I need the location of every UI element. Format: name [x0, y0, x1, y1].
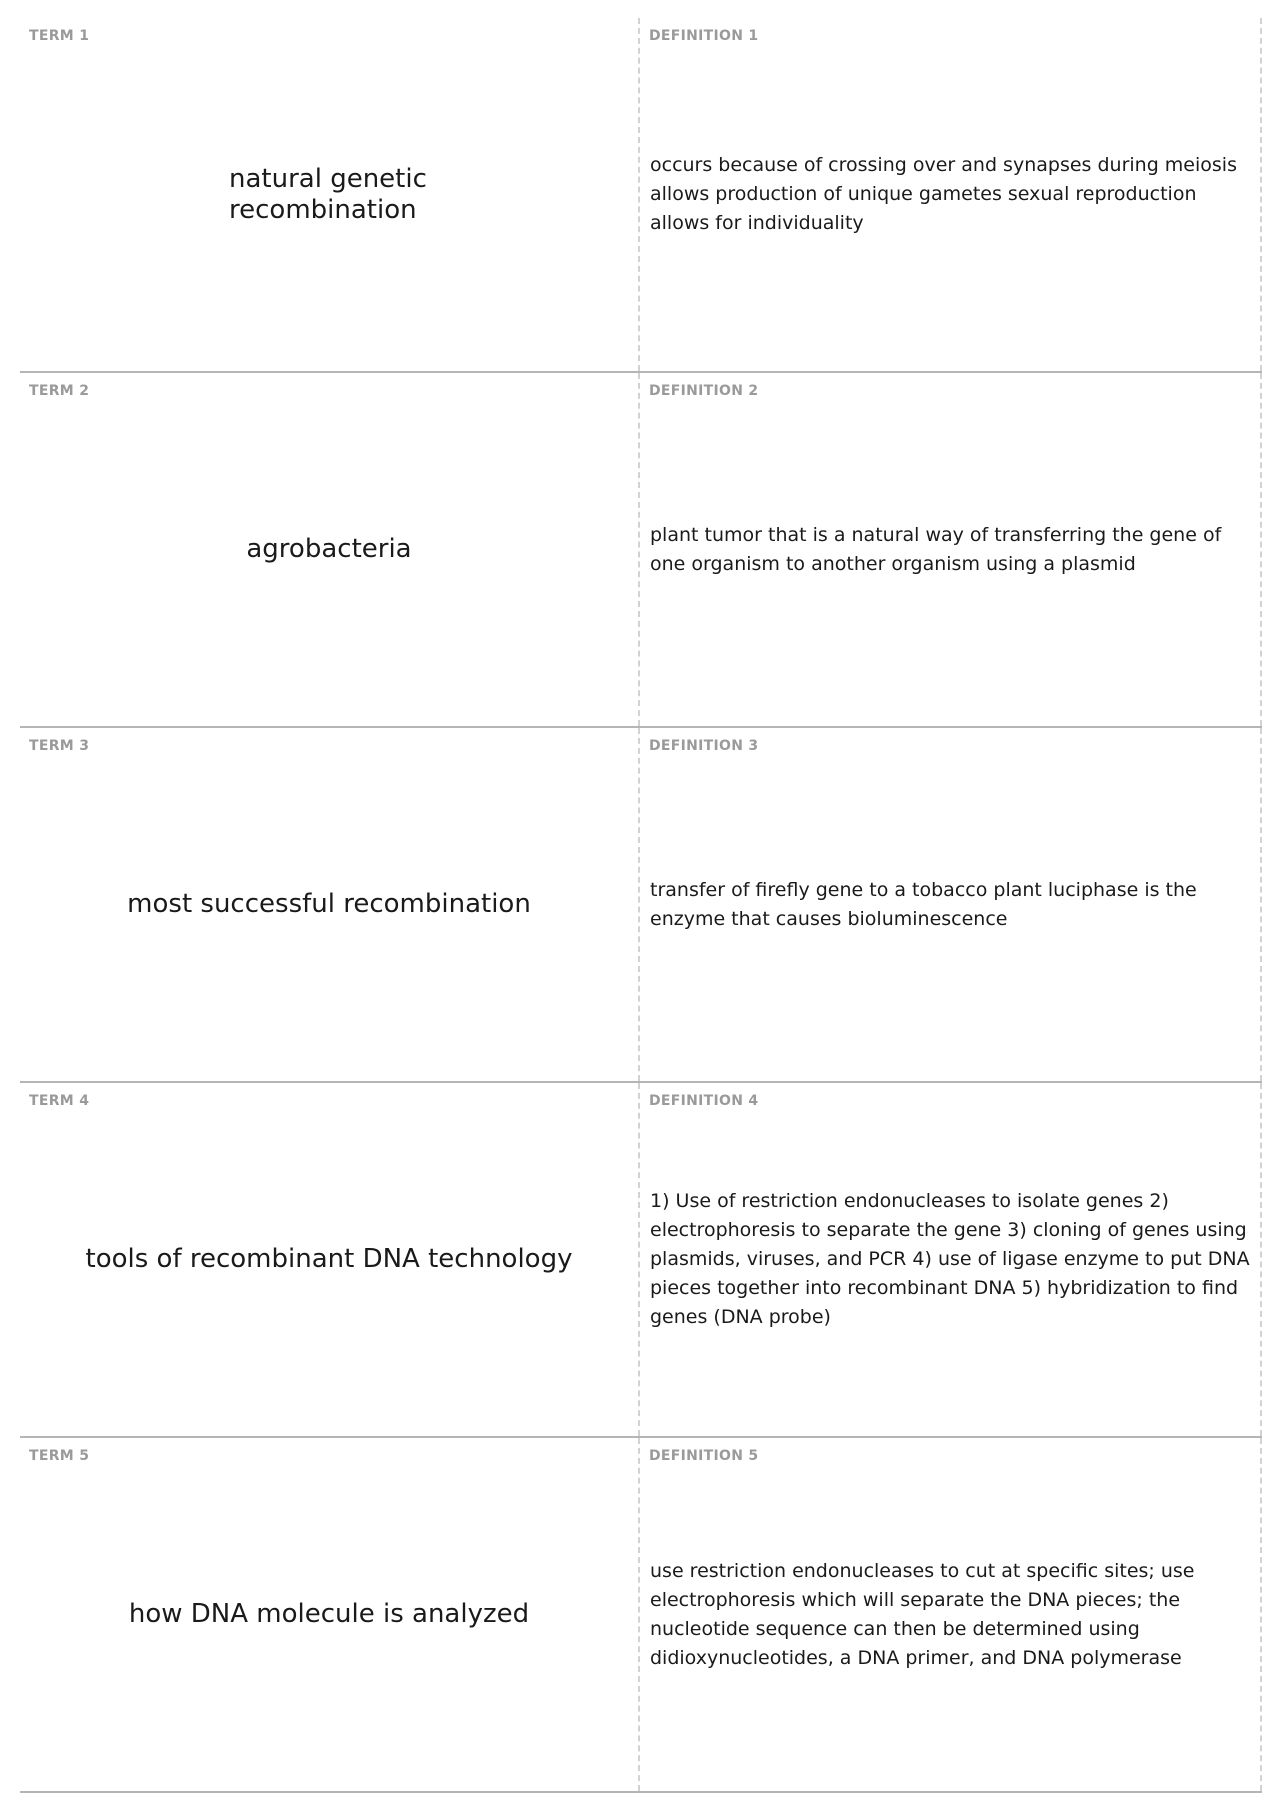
definition-text-wrapper — [650, 18, 1254, 371]
definition-text: plant tumor that is a natural way of transferring the gene of one organism to another organism using a plasmid — [650, 523, 1222, 575]
term-label: TERM 1 — [29, 28, 90, 44]
flashcard-row-5 — [20, 1438, 1262, 1793]
term-cell — [20, 1438, 640, 1791]
definition-cell — [640, 728, 1262, 1081]
term-text: how DNA molecule is analyzed — [128, 1599, 530, 1629]
term-label: TERM 4 — [29, 1093, 90, 1109]
flashcard-row-3 — [20, 728, 1262, 1083]
term-label: TERM 5 — [29, 1448, 90, 1464]
definition-label: DEFINITION 2 — [649, 383, 759, 399]
definition-label: DEFINITION 4 — [649, 1093, 759, 1109]
definition-cell — [640, 373, 1262, 726]
definition-label: DEFINITION 3 — [649, 738, 759, 754]
definition-label: DEFINITION 5 — [649, 1448, 759, 1464]
flashcard-row-4 — [20, 1083, 1262, 1438]
definition-text: transfer of firefly gene to a tobacco plant luciphase is the enzyme that causes bioluminescence — [650, 878, 1197, 930]
term-text: tools of recombinant DNA technology — [85, 1244, 573, 1274]
definition-text-wrapper — [650, 728, 1254, 1081]
term-text: natural genetic recombination — [229, 163, 427, 225]
term-cell — [20, 728, 640, 1081]
definition-cell — [640, 1083, 1262, 1436]
definition-text-wrapper — [650, 373, 1254, 726]
term-text-wrapper — [20, 373, 638, 726]
term-text-wrapper — [20, 18, 638, 371]
definition-text-wrapper — [650, 1083, 1254, 1436]
definition-label: DEFINITION 1 — [649, 28, 759, 44]
definition-text: use restriction endonucleases to cut at specific sites; use electrophoresis which will separate the DNA pieces; the nucleotide sequence can then be determined using didioxynucleotides, a DNA primer, and DNA polymerase — [650, 1559, 1195, 1669]
term-cell — [20, 373, 640, 726]
definition-cell — [640, 1438, 1262, 1791]
term-text-wrapper — [20, 1083, 638, 1436]
term-text-wrapper — [20, 1438, 638, 1791]
definition-text-wrapper — [650, 1438, 1254, 1791]
term-cell — [20, 18, 640, 371]
term-text-wrapper — [20, 728, 638, 1081]
term-text: most successful recombination — [127, 889, 531, 919]
definition-text: occurs because of crossing over and synapses during meiosis allows production of unique gametes sexual reproduction allows for individuality — [650, 154, 1237, 234]
term-cell — [20, 1083, 640, 1436]
flashcard-sheet — [20, 18, 1262, 1793]
term-text: agrobacteria — [246, 534, 412, 564]
definition-cell — [640, 18, 1262, 371]
term-label: TERM 3 — [29, 738, 90, 754]
term-label: TERM 2 — [29, 383, 90, 399]
flashcard-row-2 — [20, 373, 1262, 728]
flashcard-row-1 — [20, 18, 1262, 373]
definition-text: 1) Use of restriction endonucleases to isolate genes 2) electrophoresis to separate the gene 3) cloning of genes using plasmids, viruses, and PCR 4) use of ligase enzyme to put DNA pieces together into recombinant DNA 5) hybridization to find genes (DNA probe) — [650, 1190, 1250, 1328]
